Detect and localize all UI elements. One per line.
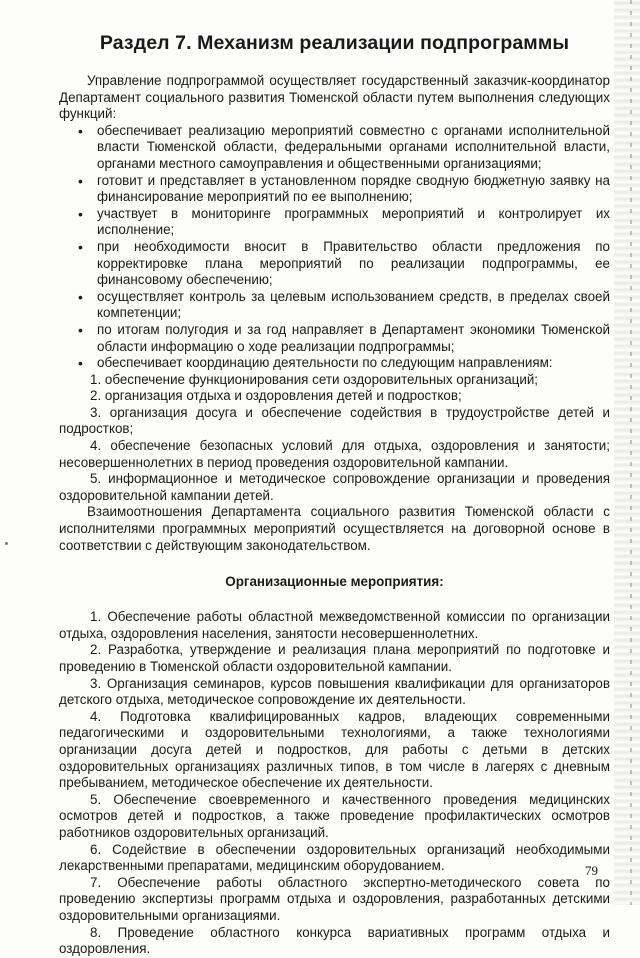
direction-item: 1. обеспечение функционирования сети оздоровительных организаций; [90, 371, 539, 387]
function-item: • обеспечивает реализацию мероприятий совместно с органами исполнительной власти Тюменской области, федеральными органами исполнительной власти, органами местного самоуправления и общественными организациями; [59, 123, 610, 173]
measure-item: 5. Обеспечение своевременного и качественного проведения медицинских осмотров детей и подростков, а также проведение профилактических осмотров работников оздоровительных организаций. [59, 791, 610, 840]
scan-edge-artifact [614, 0, 640, 905]
function-item: • осуществляет контроль за целевым использованием средств, в пределах своей компетенции; [59, 289, 610, 322]
direction-item: 3. организация досуга и обеспечение содействия в трудоустройстве детей и подростков; [59, 404, 610, 437]
page-number: 79 [585, 863, 598, 878]
measures-list [59, 609, 610, 957]
direction-item: 2. организация отдыха и оздоровления детей и подростков; [90, 388, 462, 404]
measure-item: 3. Организация семинаров, курсов повышения квалификации для организаторов детского отдыха, методическое сопровождение их деятельности. [59, 675, 610, 708]
function-item: • готовит и представляет в установленном порядке сводную бюджетную заявку на финансирование мероприятий по ее выполнению; [59, 173, 610, 206]
function-item: • обеспечивает координацию деятельности по следующим направлениям: [59, 355, 610, 372]
functions-list [59, 123, 610, 372]
measure-item: 4. Подготовка квалифицированных кадров, владеющих современными педагогическими и оздоровительными технологиями, а также технологиями организации досуга детей и подростков, для работы с детьми в детских оздоровительных организациях различных типов, в том числе в лагерях с дневным пребыванием, методическое обеспечение их деятельности. [59, 708, 610, 791]
function-item: • при необходимости вносит в Правительство области предложения по корректировке плана мероприятий по реализации подпрограммы, ее финансовому обеспечению; [59, 239, 610, 289]
intro-paragraph: Управление подпрограммой осуществляет государственный заказчик-координатор Департамент социального развития Тюменской области путем выполнения следующих функций: [59, 73, 610, 122]
directions-list [59, 372, 610, 505]
measure-item: 7. Обеспечение работы областного экспертно-методического совета по проведению экспертизы программ отдыха и оздоровления, разработанных детскими оздоровительными организациями. [59, 874, 610, 923]
measure-item: 2. Разработка, утверждение и реализация плана мероприятий по подготовке и проведению в Тюменской области оздоровительной кампании. [59, 642, 610, 674]
document-body [59, 32, 610, 958]
relations-paragraph: Взаимоотношения Департамента социального развития Тюменской области с исполнителями программных мероприятий осуществляется на договорной основе в соответствии с действующим законодательством. [59, 504, 610, 553]
measure-item: 1. Обеспечение работы областной межведомственной комиссии по организации отдыха, оздоровления населения, занятости несовершеннолетних. [59, 609, 610, 641]
subheading: Организационные мероприятия: [225, 574, 444, 590]
function-item: • участвует в мониторинге программных мероприятий и контролирует их исполнение; [59, 206, 610, 239]
direction-item: 5. информационное и методическое сопровождение организации и проведения оздоровительной кампании детей. [59, 471, 610, 503]
function-item: • по итогам полугодия и за год направляет в Департамент экономики Тюменской области информацию о ходе реализации подпрограммы; [59, 322, 610, 355]
measure-item: 6. Содействие в обеспечении оздоровительных организаций необходимыми лекарственными препаратами, медицинским оборудованием. [59, 841, 610, 874]
scan-speck [5, 542, 8, 545]
section-title: Раздел 7. Механизм реализации подпрограммы [99, 32, 570, 54]
measure-item: 8. Проведение областного конкурса вариативных программ отдыха и оздоровления. [59, 924, 610, 957]
direction-item: 4. обеспечение безопасных условий для отдыха, оздоровления и занятости; несовершеннолетних в период проведения оздоровительной кампании. [59, 438, 610, 470]
